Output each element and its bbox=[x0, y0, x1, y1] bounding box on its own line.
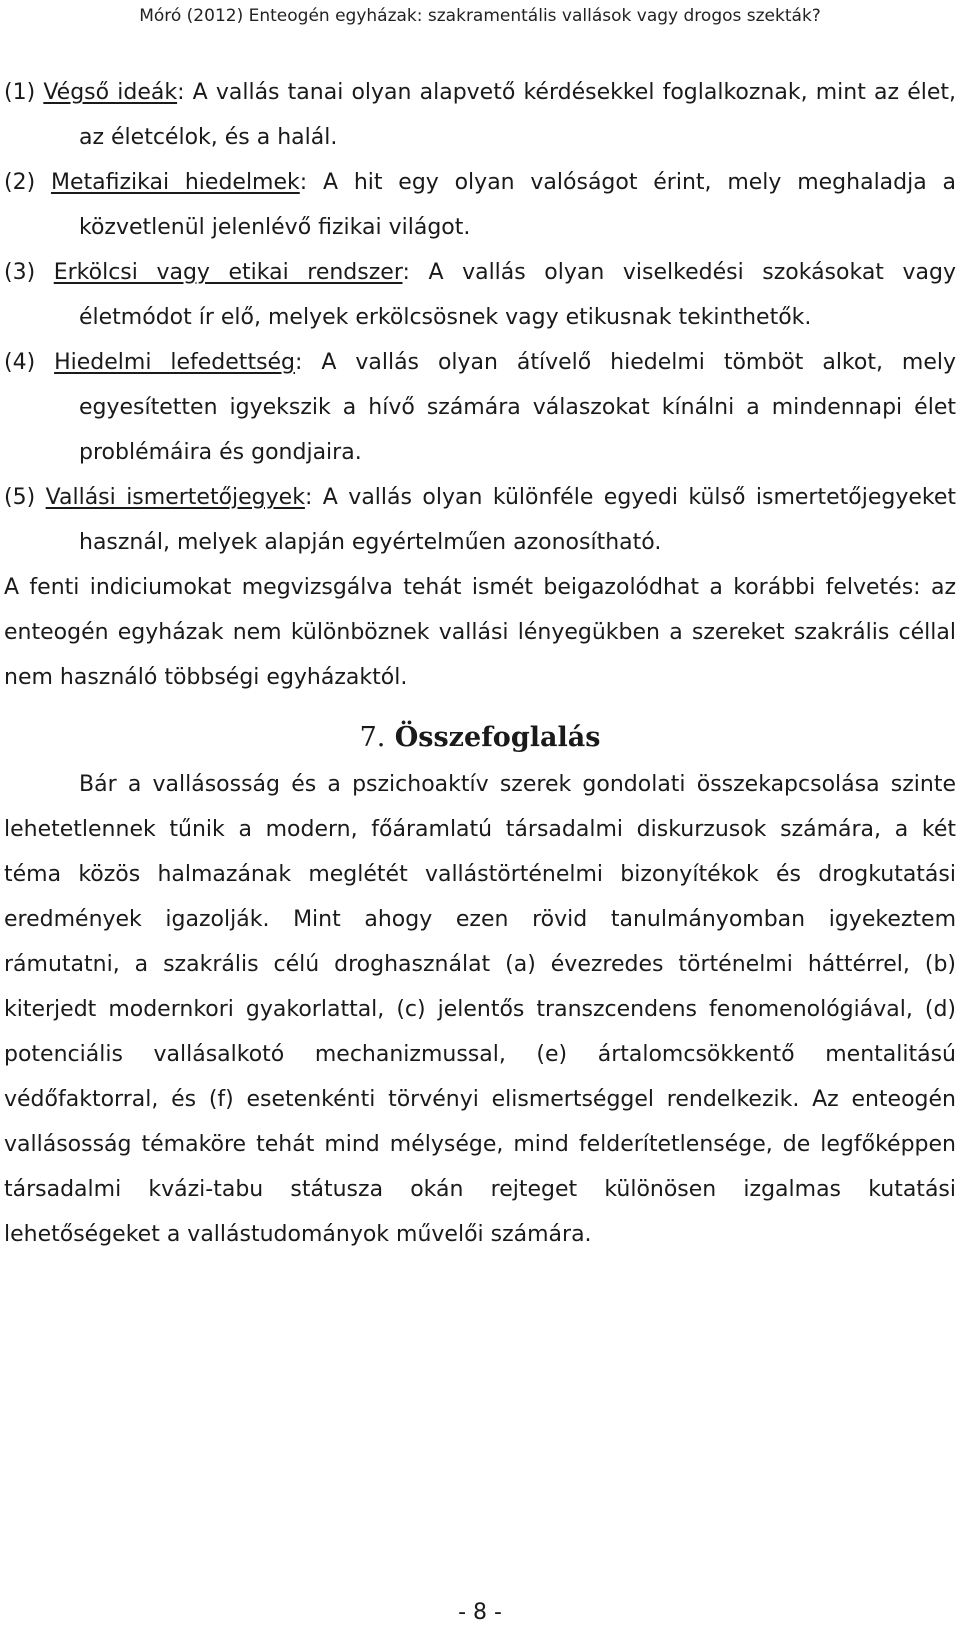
indicator-text: : A vallás tanai olyan alapvető kérdésekkel foglalkoznak, mint az élet, az életcélok, és a halál. bbox=[79, 80, 956, 150]
indicator-number: (5) bbox=[4, 485, 36, 510]
indicator-text: : A vallás olyan különféle egyedi külső ismertetőjegyeket használ, melyek alapján egyértelműen azonosítható. bbox=[79, 485, 956, 555]
section-heading bbox=[4, 714, 956, 762]
running-header: Móró (2012) Enteogén egyházak: szakramentális vallások vagy drogos szekták? bbox=[139, 6, 821, 26]
indicator-number: (4) bbox=[4, 350, 36, 375]
indicator-number: (2) bbox=[4, 170, 36, 195]
indicator-term: Vallási ismertetőjegyek bbox=[45, 485, 305, 510]
indicator-text: : A hit egy olyan valóságot érint, mely meghaladja a közvetlenül jelenlévő fizikai világot. bbox=[79, 170, 956, 240]
page-number: - 8 - bbox=[458, 1600, 502, 1625]
indicator-text: : A vallás olyan viselkedési szokásokat vagy életmódot ír elő, melyek erkölcsösnek vagy etikusnak tekinthetők. bbox=[79, 260, 956, 330]
section-number: 7. bbox=[359, 722, 386, 753]
section-title: Összefoglalás bbox=[394, 722, 601, 753]
page-body bbox=[4, 70, 956, 1257]
indicator-item-2 bbox=[4, 160, 956, 250]
indicator-item-5 bbox=[4, 475, 956, 565]
indicator-term: Végső ideák bbox=[43, 80, 178, 105]
conclusion-paragraph: A fenti indiciumokat megvizsgálva tehát ismét beigazolódhat a korábbi felvetés: az enteogén egyházak nem különböznek vallási lényegükben a szereket szakrális céllal nem használó többségi egyházaktól. bbox=[4, 575, 956, 690]
indicator-text: : A vallás olyan átívelő hiedelmi tömböt alkot, mely egyesítetten igyekszik a hívő számára válaszokat kínálni a mindennapi élet problémáira és gondjaira. bbox=[79, 350, 956, 465]
indicator-item-1 bbox=[4, 70, 956, 160]
indicator-number: (1) bbox=[4, 80, 36, 105]
indicator-number: (3) bbox=[4, 260, 36, 285]
summary-paragraph: Bár a vallásosság és a pszichoaktív szerek gondolati összekapcsolása szinte lehetetlennek tűnik a modern, főáramlatú társadalmi diskurzusok számára, a két téma közös halmazának meglétét vallástörténelmi bizonyítékok és drogkutatási eredmények igazolják. Mint ahogy ezen rövid tanulmányomban igyekeztem rámutatni, a szakrális célú droghasználat (a) évezredes történelmi háttérrel, (b) kiterjedt modernkori gyakorlattal, (c) jelentős transzcendens fenomenológiával, (d) potenciális vallásalkotó mechanizmussal, (e) ártalomcsökkentő mentalitású védőfaktorral, és (f) esetenkénti törvényi elismertséggel rendelkezik. Az enteogén vallásosság témaköre tehát mind mélysége, mind felderítetlensége, de legfőképpen társadalmi kvázi-tabu státusza okán rejteget különösen izgalmas kutatási lehetőségeket a vallástudományok művelői számára. bbox=[4, 772, 956, 1247]
indicator-item-3 bbox=[4, 250, 956, 340]
indicator-term: Metafizikai hiedelmek bbox=[50, 170, 300, 195]
indicator-term: Hiedelmi lefedettség bbox=[54, 350, 296, 375]
indicator-term: Erkölcsi vagy etikai rendszer bbox=[53, 260, 403, 285]
indicator-item-4 bbox=[4, 340, 956, 475]
